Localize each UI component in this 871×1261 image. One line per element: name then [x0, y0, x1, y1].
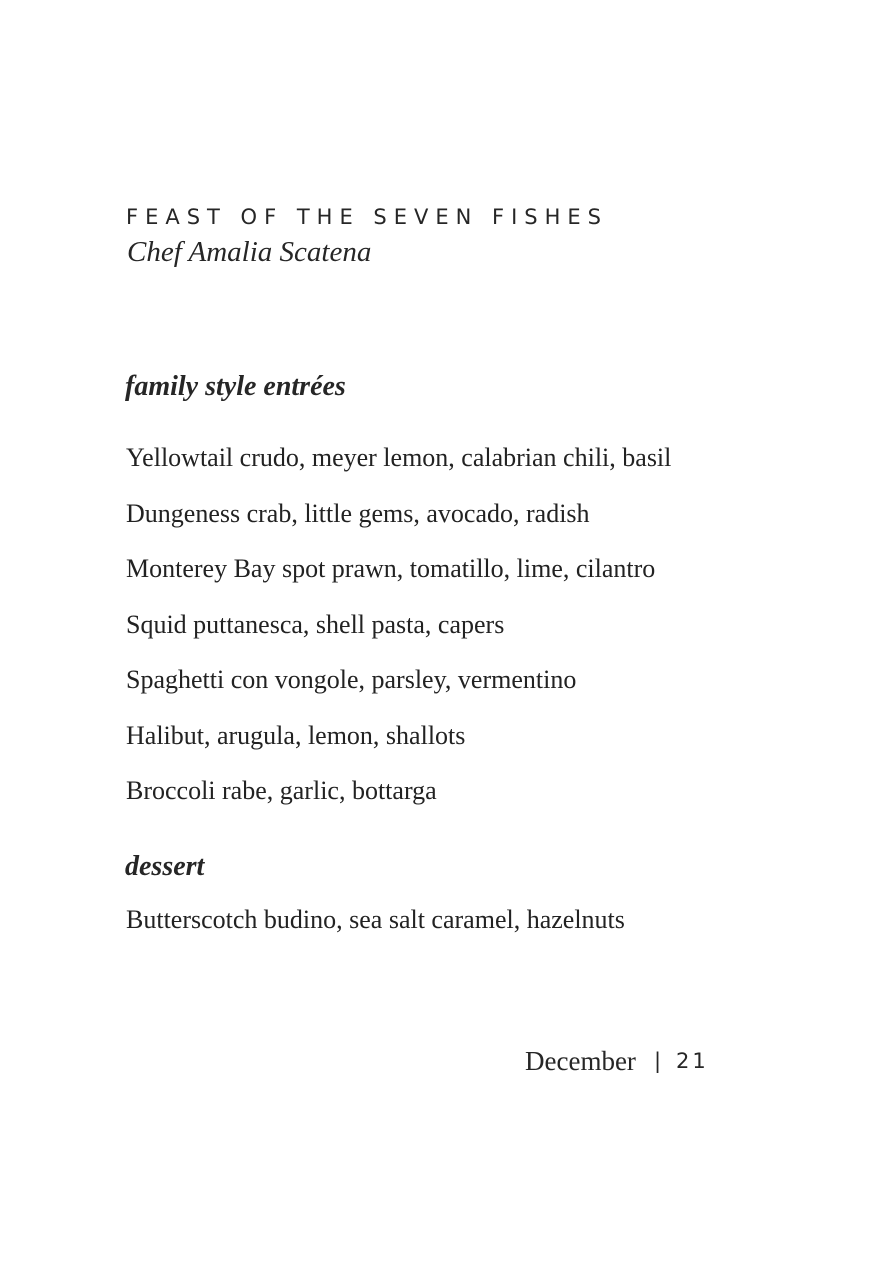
date-day: 21	[676, 1049, 709, 1073]
entree-list	[126, 430, 671, 819]
date-month: December	[525, 1046, 636, 1076]
menu-item: Spaghetti con vongole, parsley, vermentino	[126, 665, 577, 694]
dessert-list	[126, 902, 625, 938]
menu-date	[525, 1046, 709, 1077]
menu-item: Dungeness crab, little gems, avocado, radish	[126, 498, 590, 528]
menu-item: Halibut, arugula, lemon, shallots	[126, 720, 466, 750]
menu-item: Squid puttanesca, shell pasta, capers	[126, 609, 505, 639]
menu-item: Yellowtail crudo, meyer lemon, calabrian chili, basil	[126, 443, 672, 472]
menu-title: FEAST OF THE SEVEN FISHES	[126, 205, 609, 229]
chef-name: Chef Amalia Scatena	[127, 236, 372, 268]
section-heading-dessert: dessert	[125, 851, 205, 882]
menu-item: Monterey Bay spot prawn, tomatillo, lime, cilantro	[126, 554, 656, 583]
date-separator: |	[653, 1049, 662, 1073]
menu-item: Butterscotch budino, sea salt caramel, hazelnuts	[126, 905, 625, 934]
section-heading-entrees: family style entrées	[125, 371, 346, 402]
menu-item: Broccoli rabe, garlic, bottarga	[126, 776, 437, 805]
